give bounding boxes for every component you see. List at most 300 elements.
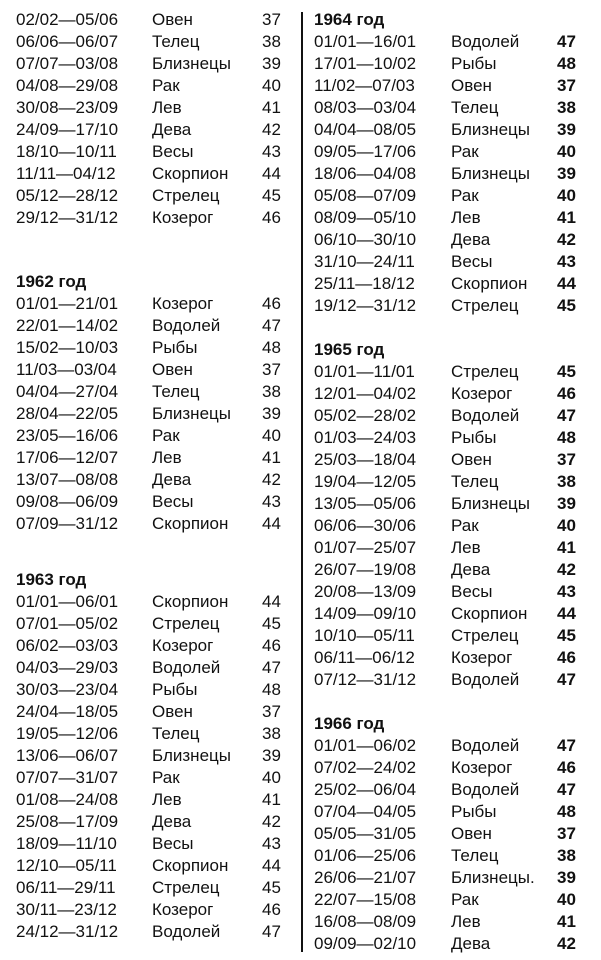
table-row [16, 513, 286, 535]
date-range: 04/04—08/05 [314, 120, 417, 139]
table-row [314, 845, 584, 867]
zodiac-sign: Овен [451, 76, 492, 95]
zodiac-sign: Лев [451, 912, 481, 931]
zodiac-sign: Телец [152, 32, 200, 51]
sign-number: 38 [557, 846, 576, 865]
zodiac-sign: Весы [451, 582, 493, 601]
date-range: 04/04—27/04 [16, 382, 119, 401]
table-row [314, 449, 584, 471]
zodiac-sign: Водолей [152, 658, 221, 677]
zodiac-sign: Близнецы [152, 54, 231, 73]
year-heading-1965: 1965 год [314, 340, 385, 359]
table-row [314, 625, 584, 647]
table-row [16, 723, 286, 745]
date-range: 19/12—31/12 [314, 296, 417, 315]
date-range: 24/09—17/10 [16, 120, 119, 139]
zodiac-sign: Телец [451, 472, 499, 491]
zodiac-sign: Рыбы [451, 802, 497, 821]
zodiac-sign: Водолей [451, 406, 520, 425]
date-range: 19/04—12/05 [314, 472, 417, 491]
table-row [314, 53, 584, 75]
date-range: 04/08—29/08 [16, 76, 119, 95]
table-row [314, 185, 584, 207]
table-row [16, 657, 286, 679]
zodiac-sign: Стрелец [152, 878, 220, 897]
sign-number: 40 [557, 186, 576, 205]
date-range: 07/02—24/02 [314, 758, 417, 777]
zodiac-sign: Скорпион [451, 604, 528, 623]
date-range: 02/02—05/06 [16, 10, 119, 29]
zodiac-sign: Весы [152, 142, 194, 161]
date-range: 07/04—04/05 [314, 802, 417, 821]
sign-number: 48 [557, 428, 576, 447]
table-row [314, 471, 584, 493]
table-row [314, 603, 584, 625]
sign-number: 48 [557, 802, 576, 821]
date-range: 12/10—05/11 [16, 856, 117, 875]
zodiac-sign: Водолей [152, 922, 221, 941]
date-range: 17/06—12/07 [16, 448, 119, 467]
date-range: 24/12—31/12 [16, 922, 119, 941]
zodiac-sign: Рак [451, 142, 479, 161]
zodiac-sign: Скорпион [152, 514, 229, 533]
zodiac-sign: Рыбы [152, 338, 198, 357]
date-range: 01/07—25/07 [314, 538, 417, 557]
zodiac-sign: Лев [152, 98, 182, 117]
date-range: 13/06—06/07 [16, 746, 119, 765]
table-row [314, 779, 584, 801]
sign-number: 40 [262, 426, 281, 445]
date-range: 22/01—14/02 [16, 316, 119, 335]
zodiac-sign: Дева [451, 560, 491, 579]
date-range: 06/06—30/06 [314, 516, 417, 535]
table-row [314, 933, 584, 955]
table-row [16, 855, 286, 877]
table-row [16, 701, 286, 723]
table-row [16, 425, 286, 447]
table-row [16, 403, 286, 425]
zodiac-sign: Дева [152, 120, 192, 139]
table-row [16, 53, 286, 75]
date-range: 07/07—31/07 [16, 768, 119, 787]
section-1962 [16, 293, 286, 535]
sign-number: 38 [262, 32, 281, 51]
zodiac-sign: Стрелец [451, 296, 519, 315]
date-range: 08/09—05/10 [314, 208, 417, 227]
sign-number: 45 [262, 186, 281, 205]
table-row [16, 119, 286, 141]
zodiac-sign: Рак [451, 186, 479, 205]
sign-number: 39 [262, 54, 281, 73]
zodiac-sign: Дева [152, 470, 192, 489]
zodiac-sign: Водолей [451, 670, 520, 689]
table-row [314, 823, 584, 845]
sign-number: 46 [262, 208, 281, 227]
zodiac-sign: Рыбы [451, 54, 497, 73]
table-row [314, 141, 584, 163]
date-range: 13/05—05/06 [314, 494, 417, 513]
table-row [16, 75, 286, 97]
zodiac-sign: Стрелец [152, 186, 220, 205]
table-row [314, 405, 584, 427]
zodiac-sign: Скорпион [451, 274, 528, 293]
section-1964 [314, 31, 584, 317]
date-range: 05/05—31/05 [314, 824, 417, 843]
zodiac-sign: Рак [152, 426, 180, 445]
sign-number: 46 [262, 636, 281, 655]
table-row [16, 899, 286, 921]
sign-number: 46 [262, 900, 281, 919]
sign-number: 40 [557, 890, 576, 909]
sign-number: 42 [557, 934, 576, 953]
sign-number: 37 [557, 824, 576, 843]
zodiac-sign: Козерог [152, 208, 214, 227]
table-row [16, 635, 286, 657]
table-row [314, 273, 584, 295]
sign-number: 37 [557, 450, 576, 469]
date-range: 15/02—10/03 [16, 338, 119, 357]
date-range: 31/10—24/11 [314, 252, 415, 271]
table-row [314, 207, 584, 229]
sign-number: 42 [262, 120, 281, 139]
zodiac-sign: Козерог [451, 384, 513, 403]
zodiac-sign: Телец [451, 98, 499, 117]
table-row [314, 361, 584, 383]
date-range: 07/01—05/02 [16, 614, 119, 633]
sign-number: 41 [262, 448, 281, 467]
date-range: 20/08—13/09 [314, 582, 417, 601]
date-range: 05/08—07/09 [314, 186, 417, 205]
date-range: 01/01—11/01 [314, 362, 415, 381]
zodiac-sign: Близнецы [152, 404, 231, 423]
table-row [314, 647, 584, 669]
sign-number: 44 [557, 274, 576, 293]
sign-number: 46 [557, 384, 576, 403]
table-row [314, 229, 584, 251]
zodiac-sign: Стрелец [451, 362, 519, 381]
sign-number: 39 [262, 746, 281, 765]
zodiac-sign: Овен [451, 824, 492, 843]
zodiac-sign: Рыбы [451, 428, 497, 447]
date-range: 18/10—10/11 [16, 142, 117, 161]
table-row [16, 491, 286, 513]
table-row [314, 559, 584, 581]
table-row [16, 141, 286, 163]
date-range: 07/07—03/08 [16, 54, 119, 73]
zodiac-sign: Дева [451, 934, 491, 953]
column-divider [301, 12, 303, 952]
date-range: 01/01—06/01 [16, 592, 119, 611]
date-range: 18/06—04/08 [314, 164, 417, 183]
table-row [314, 427, 584, 449]
zodiac-sign: Рак [152, 76, 180, 95]
date-range: 01/03—24/03 [314, 428, 417, 447]
date-range: 22/07—15/08 [314, 890, 417, 909]
table-row [16, 613, 286, 635]
sign-number: 39 [262, 404, 281, 423]
date-range: 06/02—03/03 [16, 636, 119, 655]
table-row [314, 669, 584, 691]
table-row [314, 889, 584, 911]
sign-number: 38 [557, 98, 576, 117]
year-heading-1962: 1962 год [16, 272, 87, 291]
table-row [314, 735, 584, 757]
table-row [314, 911, 584, 933]
table-row [16, 337, 286, 359]
zodiac-sign: Дева [152, 812, 192, 831]
zodiac-sign: Близнецы [451, 120, 530, 139]
table-row [314, 251, 584, 273]
table-row [314, 119, 584, 141]
date-range: 28/04—22/05 [16, 404, 119, 423]
zodiac-sign: Скорпион [152, 856, 229, 875]
sign-number: 44 [262, 514, 281, 533]
table-row [16, 877, 286, 899]
sign-number: 41 [557, 208, 576, 227]
sign-number: 47 [557, 32, 576, 51]
sign-number: 43 [262, 142, 281, 161]
sign-number: 38 [557, 472, 576, 491]
date-range: 09/08—06/09 [16, 492, 119, 511]
table-row [16, 315, 286, 337]
zodiac-sign: Овен [152, 702, 193, 721]
sign-number: 47 [557, 406, 576, 425]
table-row [16, 185, 286, 207]
zodiac-sign: Козерог [451, 758, 513, 777]
zodiac-sign: Лев [451, 538, 481, 557]
left-column [16, 9, 286, 943]
zodiac-sign: Скорпион [152, 592, 229, 611]
zodiac-sign: Лев [152, 448, 182, 467]
table-row [16, 679, 286, 701]
date-range: 09/05—17/06 [314, 142, 417, 161]
sign-number: 41 [557, 912, 576, 931]
date-range: 11/11—04/12 [16, 164, 116, 183]
table-row [16, 591, 286, 613]
sign-number: 47 [557, 670, 576, 689]
sign-number: 41 [262, 98, 281, 117]
sign-number: 48 [262, 338, 281, 357]
zodiac-sign: Весы [152, 492, 194, 511]
date-range: 17/01—10/02 [314, 54, 417, 73]
date-range: 05/12—28/12 [16, 186, 119, 205]
zodiac-sign: Овен [152, 360, 193, 379]
date-range: 30/03—23/04 [16, 680, 119, 699]
table-row [314, 75, 584, 97]
sign-number: 48 [262, 680, 281, 699]
table-row [16, 789, 286, 811]
date-range: 13/07—08/08 [16, 470, 119, 489]
date-range: 14/09—09/10 [314, 604, 417, 623]
zodiac-sign: Близнецы [451, 164, 530, 183]
sign-number: 43 [557, 252, 576, 271]
sign-number: 39 [557, 494, 576, 513]
section-1963 [16, 591, 286, 943]
date-range: 30/11—23/12 [16, 900, 117, 919]
table-row [16, 921, 286, 943]
date-range: 29/12—31/12 [16, 208, 119, 227]
date-range: 11/02—07/03 [314, 76, 415, 95]
section-1965 [314, 361, 584, 691]
table-row [314, 295, 584, 317]
zodiac-sign: Скорпион [152, 164, 229, 183]
sign-number: 39 [557, 120, 576, 139]
sign-number: 40 [262, 768, 281, 787]
table-row [314, 757, 584, 779]
date-range: 08/03—03/04 [314, 98, 417, 117]
date-range: 24/04—18/05 [16, 702, 119, 721]
sign-number: 46 [557, 648, 576, 667]
date-range: 07/09—31/12 [16, 514, 119, 533]
date-range: 01/01—21/01 [16, 294, 119, 313]
zodiac-sign: Водолей [451, 780, 520, 799]
date-range: 11/03—03/04 [16, 360, 117, 379]
zodiac-sign: Водолей [152, 316, 221, 335]
zodiac-sign: Стрелец [451, 626, 519, 645]
date-range: 25/03—18/04 [314, 450, 417, 469]
zodiac-sign: Рак [451, 516, 479, 535]
sign-number: 47 [557, 780, 576, 799]
zodiac-sign: Рак [152, 768, 180, 787]
year-heading-1966: 1966 год [314, 714, 385, 733]
date-range: 01/01—06/02 [314, 736, 417, 755]
date-range: 06/10—30/10 [314, 230, 417, 249]
sign-number: 44 [262, 592, 281, 611]
sign-number: 38 [262, 382, 281, 401]
year-heading-1964: 1964 год [314, 10, 385, 29]
zodiac-sign: Весы [451, 252, 493, 271]
date-range: 06/11—06/12 [314, 648, 415, 667]
sign-number: 39 [557, 868, 576, 887]
table-row [314, 515, 584, 537]
table-row [16, 469, 286, 491]
sign-number: 47 [262, 658, 281, 677]
zodiac-sign: Телец [152, 724, 200, 743]
sign-number: 37 [557, 76, 576, 95]
date-range: 01/06—25/06 [314, 846, 417, 865]
date-range: 16/08—08/09 [314, 912, 417, 931]
right-column [314, 9, 584, 955]
sign-number: 46 [557, 758, 576, 777]
sign-number: 39 [557, 164, 576, 183]
table-row [16, 833, 286, 855]
sign-number: 45 [557, 362, 576, 381]
sign-number: 42 [557, 560, 576, 579]
zodiac-sign: Телец [451, 846, 499, 865]
table-row [16, 31, 286, 53]
table-row [16, 745, 286, 767]
sign-number: 41 [262, 790, 281, 809]
table-row [314, 493, 584, 515]
table-row [16, 767, 286, 789]
table-row [314, 801, 584, 823]
zodiac-sign: Рыбы [152, 680, 198, 699]
zodiac-sign: Дева [451, 230, 491, 249]
sign-number: 42 [557, 230, 576, 249]
date-range: 18/09—11/10 [16, 834, 117, 853]
sign-number: 43 [557, 582, 576, 601]
table-row [16, 207, 286, 229]
table-row [314, 163, 584, 185]
sign-number: 40 [262, 76, 281, 95]
zodiac-sign: Близнецы [451, 494, 530, 513]
sign-number: 48 [557, 54, 576, 73]
sign-number: 45 [262, 614, 281, 633]
sign-number: 40 [557, 142, 576, 161]
sign-number: 45 [262, 878, 281, 897]
zodiac-sign: Козерог [451, 648, 513, 667]
year-heading-1963: 1963 год [16, 570, 87, 589]
table-row [16, 359, 286, 381]
date-range: 30/08—23/09 [16, 98, 119, 117]
date-range: 26/07—19/08 [314, 560, 417, 579]
sign-number: 37 [262, 702, 281, 721]
date-range: 26/06—21/07 [314, 868, 417, 887]
date-range: 04/03—29/03 [16, 658, 119, 677]
date-range: 12/01—04/02 [314, 384, 417, 403]
date-range: 25/02—06/04 [314, 780, 417, 799]
table-row [16, 293, 286, 315]
date-range: 07/12—31/12 [314, 670, 417, 689]
table-row [314, 581, 584, 603]
sign-number: 44 [262, 856, 281, 875]
sign-number: 44 [557, 604, 576, 623]
date-range: 01/01—16/01 [314, 32, 417, 51]
sign-number: 37 [262, 360, 281, 379]
date-range: 06/11—29/11 [16, 878, 116, 897]
table-row [16, 9, 286, 31]
date-range: 19/05—12/06 [16, 724, 119, 743]
zodiac-sign: Козерог [152, 294, 214, 313]
table-row [314, 537, 584, 559]
sign-number: 47 [262, 316, 281, 335]
sign-number: 43 [262, 492, 281, 511]
zodiac-sign: Лев [152, 790, 182, 809]
zodiac-sign: Овен [152, 10, 193, 29]
section-continued [16, 9, 286, 229]
zodiac-sign: Близнецы [152, 746, 231, 765]
sign-number: 37 [262, 10, 281, 29]
zodiac-sign: Весы [152, 834, 194, 853]
zodiac-sign: Рак [451, 890, 479, 909]
table-row [314, 97, 584, 119]
sign-number: 42 [262, 812, 281, 831]
sign-number: 41 [557, 538, 576, 557]
table-row [16, 811, 286, 833]
date-range: 25/08—17/09 [16, 812, 119, 831]
sign-number: 38 [262, 724, 281, 743]
date-range: 01/08—24/08 [16, 790, 119, 809]
table-row [16, 97, 286, 119]
zodiac-sign: Телец [152, 382, 200, 401]
table-row [16, 381, 286, 403]
sign-number: 47 [262, 922, 281, 941]
table-row [314, 867, 584, 889]
sign-number: 42 [262, 470, 281, 489]
section-1966 [314, 735, 584, 955]
sign-number: 45 [557, 626, 576, 645]
sign-number: 47 [557, 736, 576, 755]
zodiac-sign: Овен [451, 450, 492, 469]
sign-number: 44 [262, 164, 281, 183]
date-range: 23/05—16/06 [16, 426, 119, 445]
zodiac-sign: Водолей [451, 736, 520, 755]
zodiac-sign: Козерог [152, 636, 214, 655]
sign-number: 43 [262, 834, 281, 853]
date-range: 05/02—28/02 [314, 406, 417, 425]
zodiac-sign: Водолей [451, 32, 520, 51]
date-range: 09/09—02/10 [314, 934, 417, 953]
